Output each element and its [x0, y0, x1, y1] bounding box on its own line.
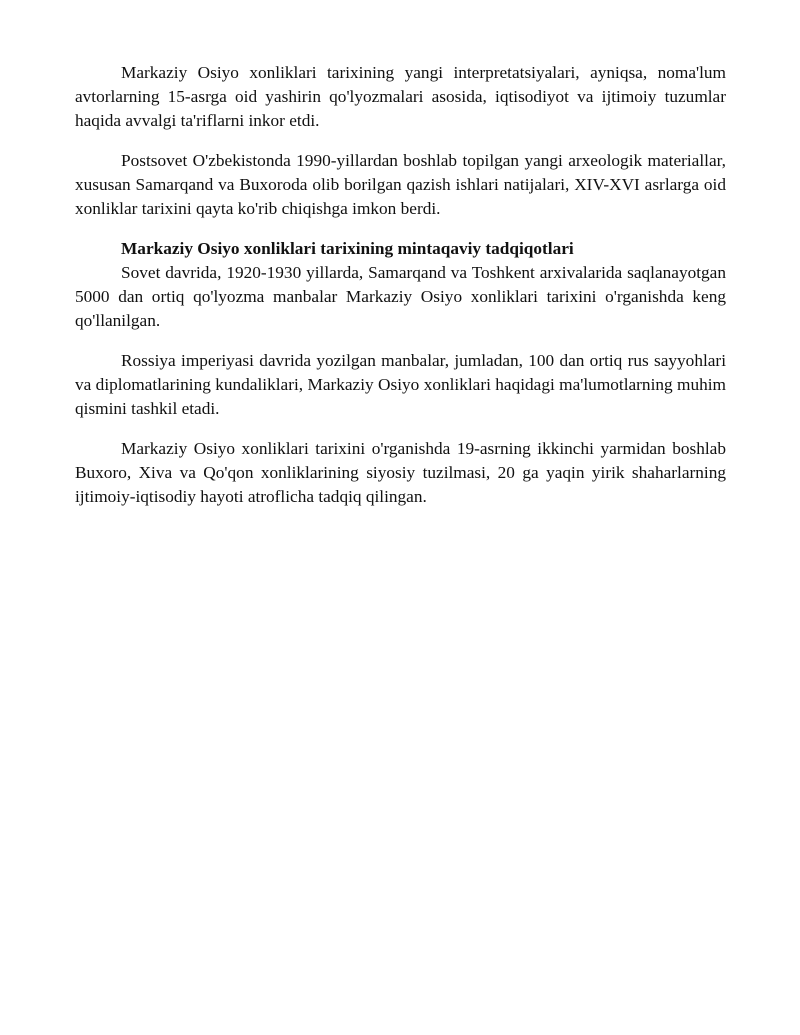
paragraph-4: Rossiya imperiyasi davrida yozilgan manbalar, jumladan, 100 dan ortiq rus sayyohlari va diplomatlarining kundaliklari, Markaziy Osiyo xonliklari haqidagi ma'lumotlarning muhim qismini tashkil etadi.: [75, 351, 726, 418]
paragraph-2: Postsovet O'zbekistonda 1990-yillardan boshlab topilgan yangi arxeologik materiallar, xususan Samarqand va Buxoroda olib borilgan qazish ishlari natijalari, XIV-XVI asrlarga oid xonliklar tarixini qayta ko'rib chiqishga imkon berdi.: [75, 151, 726, 218]
paragraph-5: Markaziy Osiyo xonliklari tarixini o'rganishda 19-asrning ikkinchi yarmidan boshlab Buxoro, Xiva va Qo'qon xonliklarining siyosiy tuzilmasi, 20 ga yaqin yirik shaharlarning ijtimoiy-iqtisodiy hayoti atroflicha tadqiq qilingan.: [75, 439, 726, 506]
paragraph-3: Sovet davrida, 1920-1930 yillarda, Samarqand va Toshkent arxivalarida saqlanayotgan 5000 dan ortiq qo'lyozma manbalar Markaziy Osiyo xonliklari tarixini o'rganishda keng qo'llanilgan.: [75, 263, 726, 330]
section-heading: Markaziy Osiyo xonliklari tarixining mintaqaviy tadqiqotlari: [121, 239, 574, 258]
paragraph-1: Markaziy Osiyo xonliklari tarixining yangi interpretatsiyalari, ayniqsa, noma'lum avtorlarning 15-asrga oid yashirin qo'lyozmalari asosida, iqtisodiyot va ijtimoiy tuzumlar haqida avvalgi ta'riflarni inkor etdi.: [75, 63, 726, 130]
document-page: [75, 61, 726, 525]
